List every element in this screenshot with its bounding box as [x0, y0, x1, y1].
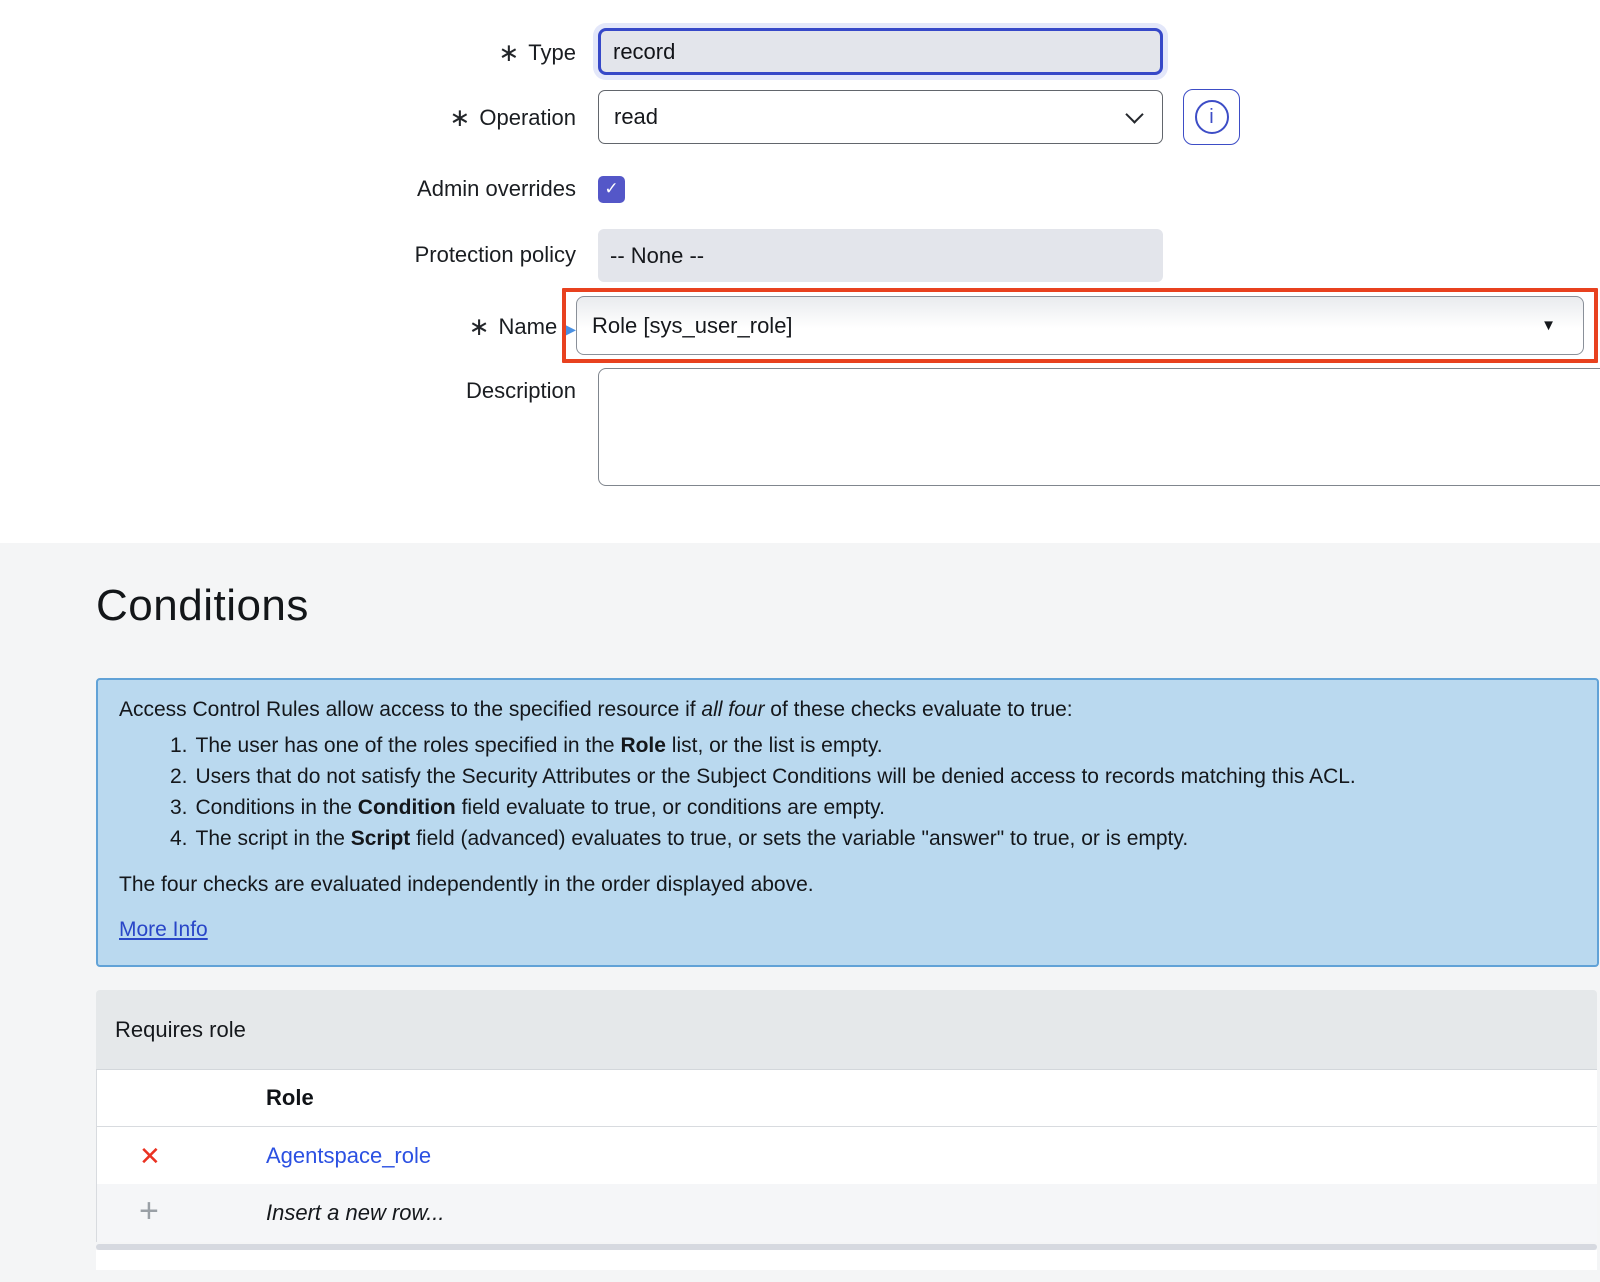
field-caret-icon: ▶: [565, 320, 576, 337]
insert-new-row[interactable]: [97, 1184, 1597, 1242]
delete-x-icon[interactable]: ✕: [139, 1140, 161, 1171]
info-intro: Access Control Rules allow access to the specified resource if all four of these checks evaluate to true:: [119, 698, 1073, 721]
type-input[interactable]: [598, 28, 1163, 75]
description-textarea[interactable]: [598, 368, 1600, 486]
section-title: Conditions: [96, 581, 309, 630]
rule-item: 4. The script in the Script field (advanced) evaluates to true, or sets the variable "answer" to true, or is empty.: [170, 827, 1189, 850]
requires-role-list: [96, 990, 1597, 1270]
admin-overrides-checkbox[interactable]: [598, 176, 625, 203]
annotation-highlight-box: [562, 288, 1598, 363]
type-label: ∗ Type: [498, 38, 576, 67]
protection-policy-label: Protection policy: [414, 242, 576, 268]
required-asterisk-icon: ∗: [498, 38, 520, 67]
admin-overrides-label: Admin overrides: [417, 175, 576, 201]
name-value: Role [sys_user_role]: [592, 312, 793, 338]
list-header-label: Requires role: [115, 1016, 246, 1042]
role-table: [96, 1070, 1597, 1242]
info-rule-list: [119, 730, 1577, 854]
dropdown-arrow-icon: ▼: [1541, 317, 1556, 334]
table-header-row: [97, 1070, 1597, 1127]
name-label: ∗ Name ▶: [468, 312, 576, 341]
info-footer: The four checks are evaluated independently in the order displayed above.: [119, 873, 814, 896]
operation-select[interactable]: [598, 90, 1163, 144]
protection-policy-value: -- None --: [610, 242, 705, 268]
form-row-description: [0, 368, 1600, 486]
operation-label: ∗ Operation: [449, 104, 576, 132]
checkmark-icon: ✓: [604, 179, 619, 198]
protection-policy-field: [598, 229, 1163, 282]
insert-row-label: Insert a new row...: [266, 1200, 445, 1225]
list-header-bar: [96, 990, 1597, 1070]
list-bottom-spacer: [96, 1250, 1597, 1270]
form-row-type: [0, 28, 1600, 75]
name-select[interactable]: [576, 296, 1584, 355]
operation-info-button[interactable]: [1183, 89, 1240, 145]
acl-rules-info-box: [96, 678, 1599, 967]
more-info-link[interactable]: More Info: [119, 918, 208, 941]
form-row-admin-overrides: [0, 175, 1600, 203]
type-value: record: [613, 38, 676, 64]
role-column-header: Role: [266, 1085, 314, 1110]
acl-form: [0, 28, 1600, 543]
rule-item: 3. Conditions in the Condition field evaluate to true, or conditions are empty.: [170, 796, 885, 819]
form-row-name: [0, 288, 1600, 363]
required-asterisk-icon: ∗: [468, 312, 490, 341]
role-link[interactable]: Agentspace_role: [266, 1142, 432, 1168]
operation-value: read: [614, 104, 659, 129]
chevron-down-icon: [1125, 105, 1143, 123]
description-label: Description: [465, 378, 576, 403]
add-plus-icon: +: [139, 1192, 159, 1230]
form-row-protection-policy: [0, 229, 1600, 282]
rule-item: 2. Users that do not satisfy the Security Attributes or the Subject Conditions will be denied access to records matching this ACL.: [170, 765, 1356, 788]
info-icon: i: [1195, 100, 1229, 134]
rule-item: 1. The user has one of the roles specified in the Role list, or the list is empty.: [170, 734, 883, 757]
table-row: [97, 1127, 1597, 1184]
conditions-section: [0, 543, 1600, 1282]
required-asterisk-icon: ∗: [449, 104, 471, 132]
form-row-operation: [0, 90, 1600, 144]
